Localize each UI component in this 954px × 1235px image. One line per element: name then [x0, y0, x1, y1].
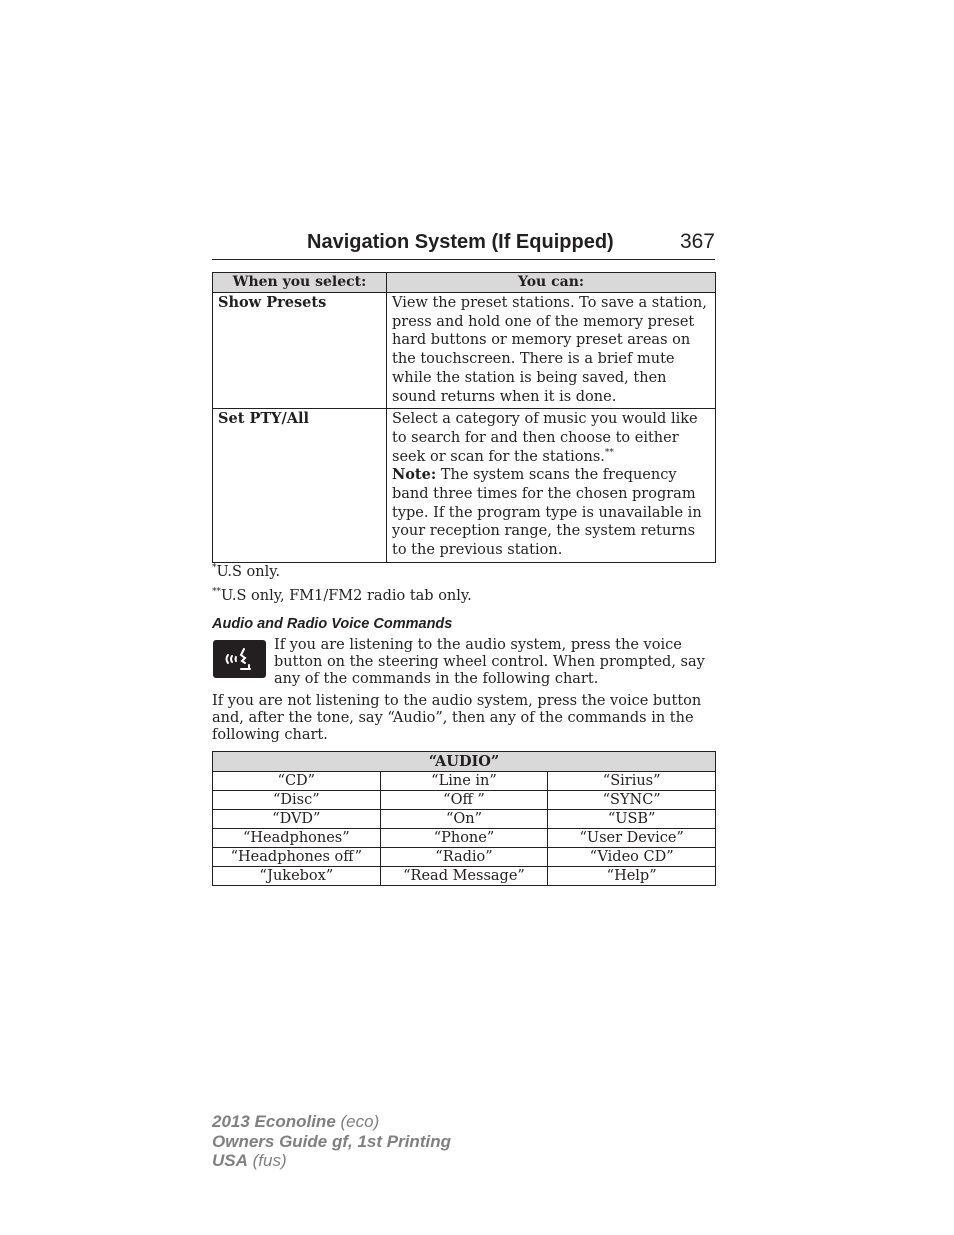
footnote-mark: *	[212, 563, 217, 574]
command-cell: “Line in”	[380, 772, 548, 791]
table-row	[213, 829, 716, 848]
footer-line	[212, 1132, 451, 1152]
command-cell: “Read Message”	[380, 867, 548, 886]
footnote-mark: **	[212, 587, 221, 598]
page-header	[212, 229, 715, 260]
table-row	[213, 772, 716, 791]
command-cell: “Jukebox”	[213, 867, 381, 886]
footer-line	[212, 1112, 451, 1132]
footer-code: (eco)	[335, 1112, 380, 1131]
table-row	[213, 810, 716, 829]
table-row	[213, 791, 716, 810]
audio-commands-table	[212, 751, 716, 886]
command-cell: “Radio”	[380, 848, 548, 867]
row-description	[387, 409, 716, 563]
footnote	[212, 587, 472, 605]
column-header: “AUDIO”	[213, 752, 716, 772]
command-cell: “Sirius”	[548, 772, 716, 791]
command-cell: “Video CD”	[548, 848, 716, 867]
voice-button-icon	[213, 640, 266, 678]
voice-instructions: If you are listening to the audio system, press the voice button on the steering wheel control. When prompted, say any of the commands in the following chart.	[274, 637, 705, 687]
footer-edition: Owners Guide gf, 1st Printing	[212, 1131, 451, 1151]
command-cell: “Off ”	[380, 791, 548, 810]
column-header: You can:	[387, 273, 716, 293]
audio-instructions: If you are not listening to the audio system, press the voice button and, after the tone, say “Audio”, then any of the commands in the following chart.	[212, 693, 702, 743]
command-cell: “SYNC”	[548, 791, 716, 810]
command-cell: “USB”	[548, 810, 716, 829]
row-label: Set PTY/All	[213, 409, 387, 563]
command-cell: “DVD”	[213, 810, 381, 829]
column-header: When you select:	[213, 273, 387, 293]
table-header-row	[213, 752, 716, 772]
note-text: The system scans the frequency band three times for the chosen program type. If the program type is unavailable in your reception range, the system returns to the previous station.	[392, 467, 702, 559]
footer-region: USA	[212, 1151, 248, 1170]
selection-table	[212, 272, 716, 563]
note-label: Note:	[392, 466, 437, 484]
table-row	[213, 293, 716, 409]
description-text: Select a category of music you would like to search for and then choose to either seek or scan for the stations.	[392, 411, 698, 465]
footnote-text: U.S only, FM1/FM2 radio tab only.	[221, 588, 472, 604]
command-cell: “Disc”	[213, 791, 381, 810]
section-title: Audio and Radio Voice Commands	[212, 616, 453, 632]
page-number: 367	[679, 230, 715, 253]
command-cell: “Help”	[548, 867, 716, 886]
footnote	[212, 563, 280, 581]
footer-line	[212, 1151, 451, 1171]
command-cell: “User Device”	[548, 829, 716, 848]
footer-model: 2013 Econoline	[212, 1112, 336, 1131]
footer-region-code: (fus)	[247, 1151, 287, 1170]
command-cell: “On”	[380, 810, 548, 829]
command-cell: “Headphones off”	[213, 848, 381, 867]
command-cell: “Headphones”	[213, 829, 381, 848]
row-label: Show Presets	[213, 293, 387, 409]
table-header-row	[213, 273, 716, 293]
table-row	[213, 409, 716, 563]
command-cell: “Phone”	[380, 829, 548, 848]
footnote-text: U.S only.	[216, 564, 281, 580]
footnote-mark: **	[604, 447, 614, 458]
command-cell: “CD”	[213, 772, 381, 791]
table-row	[213, 867, 716, 886]
table-row	[213, 848, 716, 867]
row-description: View the preset stations. To save a station, press and hold one of the memory preset hard buttons or memory preset areas on the touchscreen. There is a brief mute while the station is being saved, then sound returns when it is done.	[387, 293, 716, 409]
document-footer	[212, 1112, 451, 1171]
page-title: Navigation System (If Equipped)	[307, 231, 614, 253]
